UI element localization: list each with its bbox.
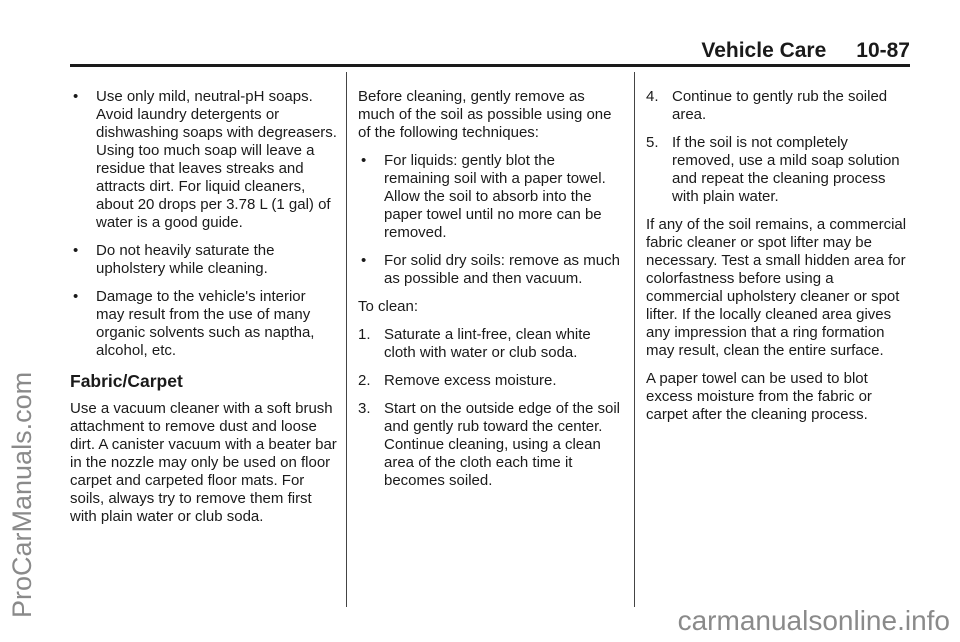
section-title: Vehicle Care (701, 39, 827, 62)
step-text: Start on the outside edge of the soil and gently rub toward the center. Continue cleaning, using a clean area of the cloth each time it becomes soiled. (384, 400, 620, 489)
step-number: 4. (646, 88, 659, 105)
header-rule (70, 64, 910, 67)
step-text: Continue to gently rub the soiled area. (672, 88, 888, 123)
list-item (70, 242, 338, 278)
list-item (358, 152, 620, 242)
paragraph: To clean: (358, 298, 419, 315)
paragraph: Before cleaning, gently remove as much of the soil as possible using one of the following techniques: (358, 88, 612, 141)
column-left (70, 88, 338, 536)
list-item-text: Damage to the vehicle's interior may result from the use of many organic solvents such as naptha, alcohol, etc. (96, 288, 315, 359)
bullet-icon: • (361, 252, 367, 269)
column-right (646, 88, 912, 434)
list-item-text: For liquids: gently blot the remaining soil with a paper towel. Allow the soil to absorb into the paper towel until no more can be removed. (384, 152, 606, 241)
numbered-step (358, 372, 620, 390)
paragraph: Use a vacuum cleaner with a soft brush attachment to remove dust and loose dirt. A canister vacuum with a beater bar in the nozzle may only be used on floor carpet and carpeted floor mats. For soils, always try to remove them first with plain water or club soda. (70, 400, 337, 525)
list-item-text: Do not heavily saturate the upholstery while cleaning. (96, 242, 275, 277)
step-number: 2. (358, 372, 371, 389)
numbered-step (358, 326, 620, 362)
bullet-icon: • (73, 242, 79, 259)
list-item (70, 288, 338, 360)
bullet-icon: • (73, 88, 79, 105)
paragraph: A paper towel can be used to blot excess moisture from the fabric or carpet after the cleaning process. (646, 370, 872, 423)
step-text: Saturate a lint-free, clean white cloth with water or club soda. (384, 326, 591, 361)
numbered-step (646, 88, 912, 124)
bottom-watermark: carmanualsonline.info (677, 605, 950, 636)
bullet-icon: • (73, 288, 79, 305)
list-item (358, 252, 620, 288)
bullet-icon: • (361, 152, 367, 169)
side-watermark-text: ProCarManuals.com (7, 371, 37, 618)
step-text: If the soil is not completely removed, use a mild soap solution and repeat the cleaning process with plain water. (672, 134, 900, 205)
list-item-text: Use only mild, neutral-pH soaps. Avoid laundry detergents or dishwashing soaps with degreasers. Using too much soap will leave a residue that leaves streaks and attracts dirt. For liquid cleaners, about 20 drops per 3.78 L (1 gal) of water is a good guide. (96, 88, 337, 231)
step-number: 5. (646, 134, 659, 151)
step-text: Remove excess moisture. (384, 372, 557, 389)
column-divider (634, 72, 635, 607)
numbered-step (646, 134, 912, 206)
list-item-text: For solid dry soils: remove as much as possible and then vacuum. (384, 252, 620, 287)
step-number: 1. (358, 326, 371, 343)
side-watermark (4, 0, 44, 642)
page-header (70, 38, 910, 64)
section-heading: Fabric/Carpet (70, 371, 183, 391)
paragraph: If any of the soil remains, a commercial fabric cleaner or spot lifter may be necessary. Test a small hidden area for colorfastness before using a commercial upholstery cleaner or spot lifter. If the locally cleaned area gives any impression that a ring formation may result, clean the entire surface. (646, 216, 907, 359)
numbered-step (358, 400, 620, 490)
column-middle (358, 88, 620, 500)
page-number: 10-87 (856, 39, 910, 62)
step-number: 3. (358, 400, 371, 417)
list-item (70, 88, 338, 232)
column-divider (346, 72, 347, 607)
